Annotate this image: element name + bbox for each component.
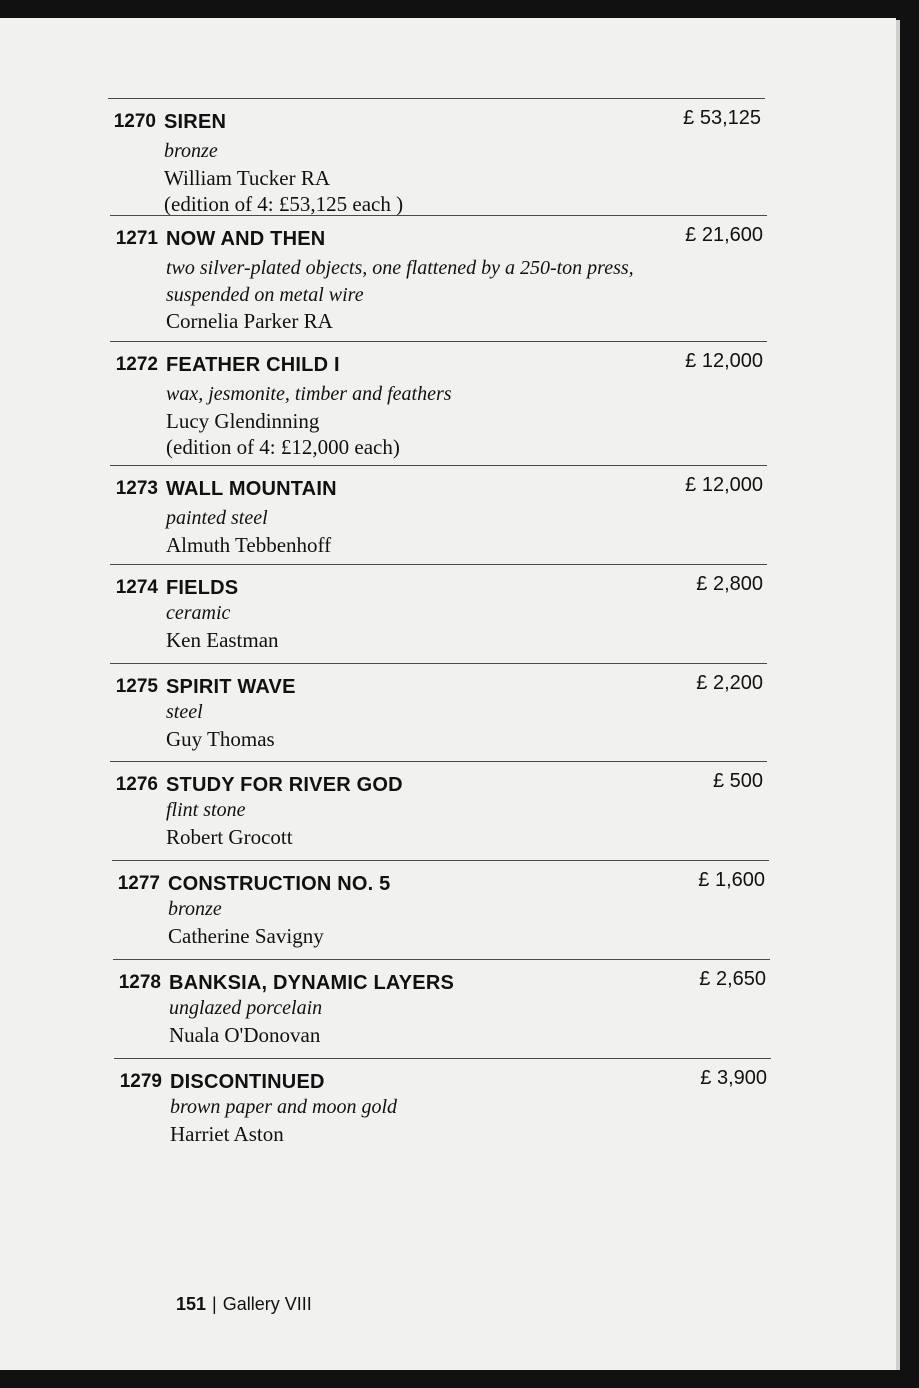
entry-title: WALL MOUNTAIN	[166, 478, 337, 500]
entry-artist: Ken Eastman	[166, 627, 279, 652]
entry-title: FIELDS	[166, 577, 239, 599]
entry-number: 1271	[115, 228, 158, 249]
entry-artist: Lucy Glendinning	[166, 408, 320, 433]
page-number: 151	[176, 1294, 207, 1314]
entry-number: 1277	[117, 873, 160, 894]
entry-artist: Nuala O'Donovan	[169, 1022, 321, 1047]
entry-medium: wax, jesmonite, timber and feathers	[166, 383, 452, 405]
entry-medium: bronze	[164, 140, 218, 162]
catalogue-entry	[110, 761, 767, 862]
entry-price: £ 500	[712, 770, 763, 792]
entry-title: SPIRIT WAVE	[166, 676, 296, 698]
entry-artist: Robert Grocott	[166, 824, 293, 849]
catalogue-entry	[110, 215, 767, 344]
catalogue-entry	[112, 860, 769, 961]
entry-number: 1278	[118, 972, 161, 993]
entry-artist: William Tucker RA	[164, 165, 330, 190]
entry-number: 1270	[113, 111, 156, 132]
entry-title: FEATHER CHILD I	[166, 354, 340, 376]
entry-title: DISCONTINUED	[170, 1071, 325, 1093]
entry-number: 1273	[115, 478, 158, 499]
entry-price: £ 3,900	[700, 1067, 767, 1089]
entry-medium: flint stone	[166, 799, 246, 821]
catalogue-page	[0, 18, 896, 1370]
page-footer	[176, 1294, 312, 1315]
catalogue-entry	[110, 465, 767, 566]
footer-separator: |	[212, 1294, 217, 1314]
entry-price: £ 12,000	[685, 350, 763, 372]
entry-medium: steel	[166, 701, 203, 723]
entry-title: SIREN	[164, 111, 227, 133]
entry-price: £ 21,600	[685, 224, 763, 246]
entry-artist: Almuth Tebbenhoff	[166, 532, 332, 557]
entry-number: 1272	[115, 354, 158, 375]
entry-edition: (edition of 4: £12,000 each)	[166, 435, 400, 459]
entry-title: NOW AND THEN	[166, 228, 326, 250]
entry-medium: unglazed porcelain	[169, 997, 323, 1019]
entry-title: BANKSIA, DYNAMIC LAYERS	[169, 972, 455, 994]
entry-price: £ 2,650	[699, 968, 766, 990]
entry-artist: Guy Thomas	[166, 726, 275, 751]
entry-artist: Harriet Aston	[170, 1121, 284, 1146]
entry-number: 1279	[119, 1071, 162, 1092]
entry-edition: (edition of 4: £53,125 each )	[164, 192, 404, 216]
entry-title: CONSTRUCTION NO. 5	[168, 873, 391, 895]
entry-medium: ceramic	[166, 602, 231, 624]
page-edge	[896, 20, 900, 1370]
entry-medium-continued: suspended on metal wire	[166, 283, 364, 306]
entry-artist: Catherine Savigny	[168, 923, 324, 948]
entry-price: £ 1,600	[698, 869, 765, 891]
section-name: Gallery VIII	[222, 1294, 312, 1314]
catalogue-entry	[114, 1058, 771, 1159]
entry-price: £ 2,800	[696, 573, 763, 595]
entry-number: 1274	[115, 577, 158, 598]
catalogue-entry	[113, 959, 770, 1060]
entry-medium: painted steel	[166, 507, 268, 529]
catalogue-entry	[108, 98, 765, 227]
catalogue-entry	[110, 663, 767, 764]
entry-medium: bronze	[168, 898, 222, 920]
entry-medium: brown paper and moon gold	[170, 1096, 398, 1118]
entry-medium: two silver-plated objects, one flattened by a 250-ton press,	[166, 257, 634, 279]
entry-number: 1276	[115, 774, 158, 795]
entry-price: £ 2,200	[696, 672, 763, 694]
entry-title: STUDY FOR RIVER GOD	[166, 774, 403, 796]
entry-price: £ 53,125	[683, 107, 761, 129]
entry-artist: Cornelia Parker RA	[166, 309, 333, 333]
entry-number: 1275	[115, 676, 158, 697]
entry-price: £ 12,000	[685, 474, 763, 496]
catalogue-entry	[110, 341, 767, 470]
catalogue-entry	[110, 564, 767, 665]
